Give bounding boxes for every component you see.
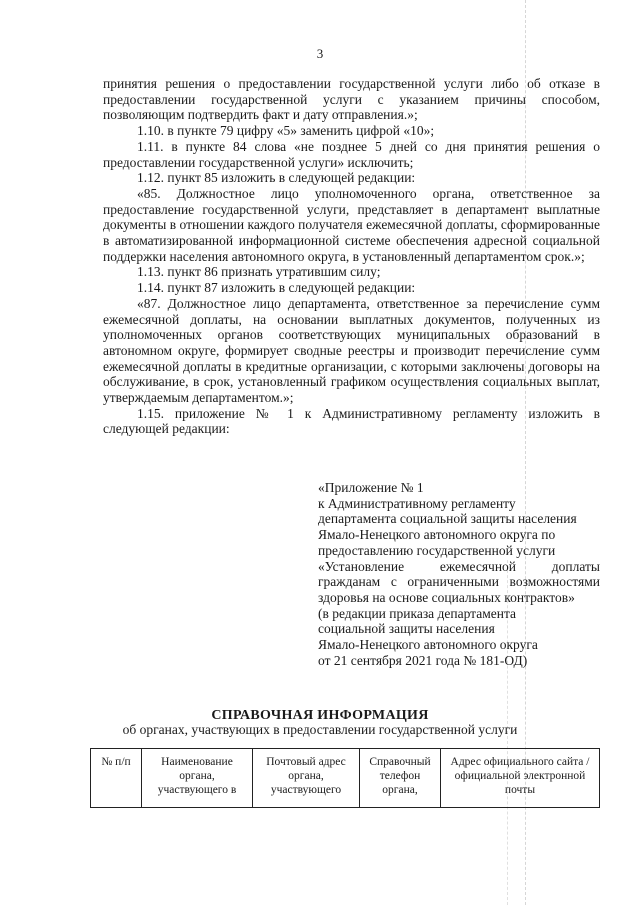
- appendix-service-name: «Установление ежемесячной доплаты гражданам с ограниченными возможностями здоровья на основе социальных контрактов»: [318, 558, 600, 605]
- table-header-row: [91, 749, 600, 808]
- appendix-heading-block: [318, 480, 600, 668]
- paragraph: принятия решения о предоставлении государственной услуги либо об отказе в предоставлении государственной услуги с указанием причины способом, позволяющим подтвердить факт и дату отправления.»;: [103, 76, 600, 123]
- appendix-line: предоставлению государственной услуги: [318, 542, 556, 558]
- paragraph: 1.12. пункт 85 изложить в следующей редакции:: [137, 170, 416, 186]
- paragraph: 1.15. приложение № 1 к Административному регламенту изложить в следующей редакции:: [103, 405, 600, 437]
- table-header-cell: Почтовый адрес органа, участвующего: [253, 749, 360, 808]
- table-header-cell: Адрес официального сайта /официальной электронной почты: [441, 749, 600, 808]
- paragraph: 1.14. пункт 87 изложить в следующей редакции:: [137, 280, 416, 296]
- page-number: 3: [316, 46, 324, 61]
- appendix-line: Ямало-Ненецкого автономного округа по: [318, 527, 556, 543]
- reference-title: СПРАВОЧНАЯ ИНФОРМАЦИЯ: [211, 708, 429, 723]
- paragraph: 1.13. пункт 86 признать утратившим силу;: [137, 264, 381, 280]
- appendix-line: департамента социальной защиты населения: [318, 511, 577, 527]
- paragraph: 1.10. в пункте 79 цифру «5» заменить цифрой «10»;: [137, 123, 435, 139]
- appendix-line: социальной защиты населения: [318, 621, 495, 637]
- reference-table: [90, 748, 600, 808]
- paragraph: «85. Должностное лицо уполномоченного органа, ответственное за предоставление государственной услуги, представляет в департамент выплатные документы в отношении каждого получателя ежемесячной доплаты, сформированные в автоматизированной информационной системе обеспечения адресной социальной поддержки населения автономного округа, в установленный департаментом срок.»;: [103, 185, 600, 264]
- paragraph: 1.11. в пункте 84 слова «не позднее 5 дней со дня принятия решения о предоставлении государственной услуги» исключить;: [103, 138, 600, 170]
- appendix-line: (в редакции приказа департамента: [318, 605, 517, 621]
- appendix-line: к Административному регламенту: [318, 495, 516, 511]
- table-header-cell: № п/п: [91, 749, 142, 808]
- appendix-line: от 21 сентября 2021 года № 181-ОД): [318, 652, 528, 668]
- reference-subtitle: об органах, участвующих в предоставлении государственной услуги: [122, 722, 518, 737]
- appendix-line: Ямало-Ненецкого автономного округа: [318, 637, 538, 653]
- table-header-cell: Справочный телефон органа,: [360, 749, 441, 808]
- appendix-line: «Приложение № 1: [318, 480, 424, 495]
- paragraph: «87. Должностное лицо департамента, ответственное за перечисление сумм ежемесячной доплаты, на основании выплатных документов, полученных из уполномоченных органов соответствующих муниципальных образований в автономном округе, формирует сводные реестры и производит перечисление сумм ежемесячной доплаты в кредитные организации, с которыми заключены договоры на обслуживание, в срок, установленный графиком осуществления социальных выплат, утверждаемым департаментом.»;: [103, 295, 600, 406]
- table-header-cell: Наименование органа, участвующего в: [142, 749, 253, 808]
- document-body: [103, 76, 600, 437]
